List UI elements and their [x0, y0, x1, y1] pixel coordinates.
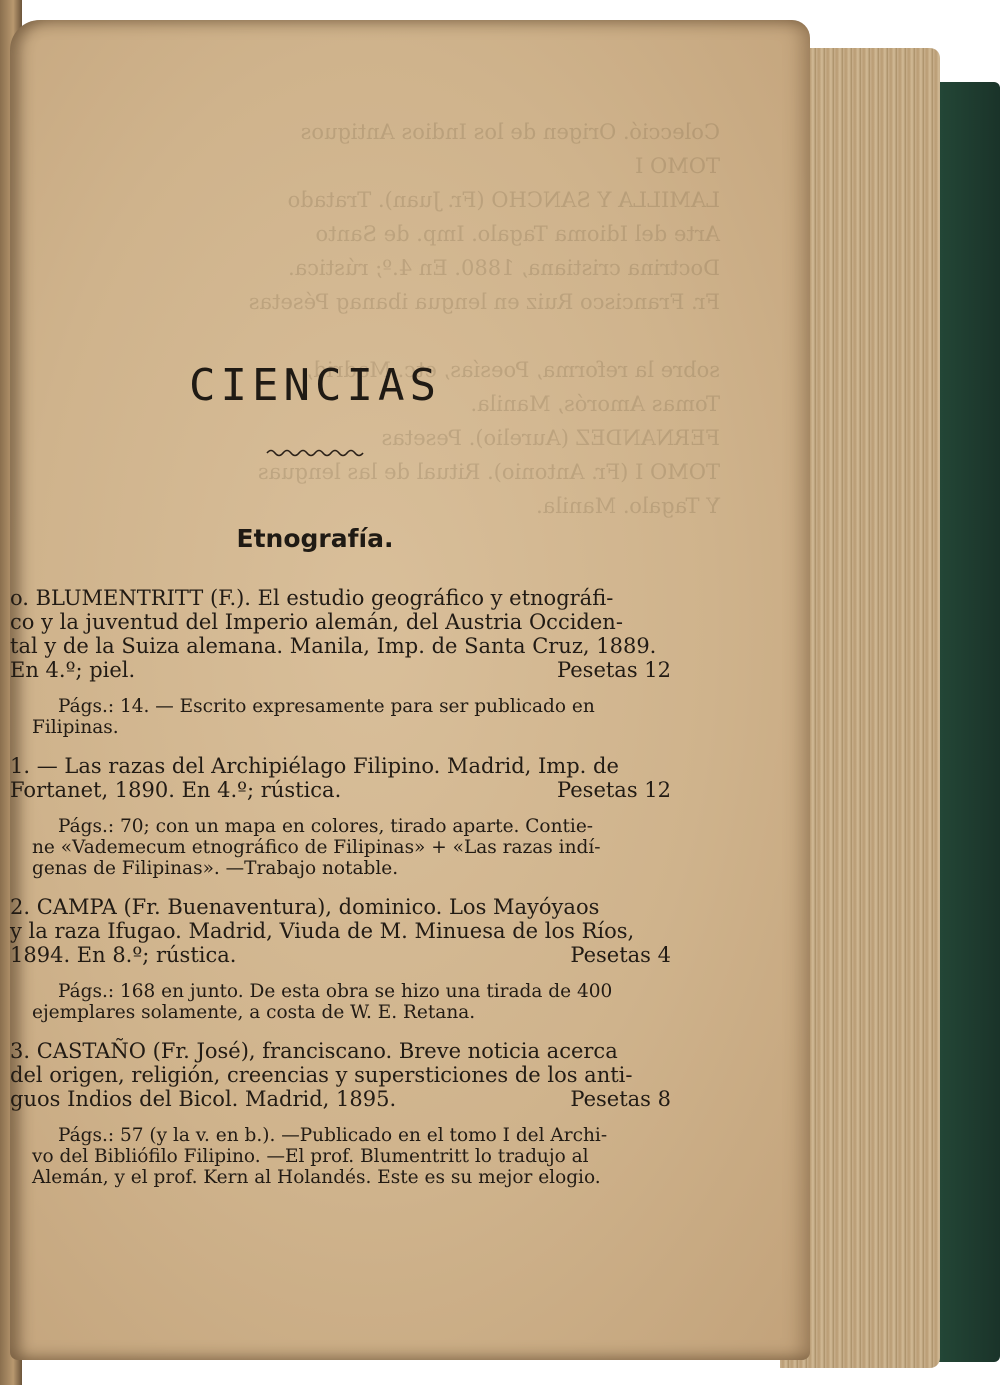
entry-line: 2. CAMPA (Fr. Buenaventura), dominico. Los Mayóyaos	[10, 895, 600, 919]
entry-price: Pesetas 12	[557, 778, 671, 802]
entry-last-line	[10, 1087, 675, 1111]
entry-note	[10, 816, 675, 879]
note-line: Págs.: 14. — Escrito expresamente para ser publicado en	[58, 696, 595, 717]
entry-line: y la raza Ifugao. Madrid, Viuda de M. Minuesa de los Ríos,	[10, 919, 635, 943]
note-line: ne «Vademecum etnográfico de Filipinas» + «Las razas indí-	[32, 837, 601, 858]
entry-note	[10, 981, 675, 1023]
bibliography-entry	[10, 586, 675, 738]
book-page	[10, 20, 810, 1360]
note-line: Filipinas.	[32, 717, 119, 738]
entry-last-line	[10, 778, 675, 802]
entry-line: tal y de la Suiza alemana. Manila, Imp. de Santa Cruz, 1889.	[10, 634, 657, 658]
entry-last-line	[10, 658, 675, 682]
bibliography-entry	[10, 1039, 675, 1188]
entry-format: 1894. En 8.º; rústica.	[10, 943, 237, 967]
entry-price: Pesetas 12	[557, 658, 671, 682]
entry-format: En 4.º; piel.	[10, 658, 136, 682]
entry-line: 1. — Las razas del Archipiélago Filipino. Madrid, Imp. de	[10, 754, 619, 778]
note-line: vo del Bibliófilo Filipino. —El prof. Blumentritt lo tradujo al	[32, 1146, 589, 1167]
section-heading: CIENCIAS	[189, 360, 441, 411]
entry-line: o. BLUMENTRITT (F.). El estudio geográfico y etnográfi-	[10, 586, 614, 610]
entry-line: co y la juventud del Imperio alemán, del Austria Occiden-	[10, 610, 623, 634]
note-line: Alemán, y el prof. Kern al Holandés. Este es su mejor elogio.	[32, 1167, 601, 1188]
entry-note	[10, 696, 675, 738]
bibliography-entry	[10, 895, 675, 1023]
wavy-ornament	[265, 446, 365, 460]
entry-last-line	[10, 943, 675, 967]
entry-format: Fortanet, 1890. En 4.º; rústica.	[10, 778, 342, 802]
note-line: ejemplares solamente, a costa de W. E. Retana.	[32, 1002, 476, 1023]
bibliography-entry	[10, 754, 675, 879]
entry-line: del origen, religión, creencias y supersticiones de los anti-	[10, 1063, 633, 1087]
entry-line: 3. CASTAÑO (Fr. José), franciscano. Breve noticia acerca	[10, 1039, 618, 1063]
note-line: Págs.: 70; con un mapa en colores, tirado aparte. Contie-	[58, 816, 594, 837]
entry-list	[10, 586, 675, 1204]
note-line: genas de Filipinas». —Trabajo notable.	[32, 858, 399, 879]
note-line: Págs.: 57 (y la v. en b.). —Publicado en el tomo I del Archi-	[58, 1125, 608, 1146]
bleed-through-text: Colecció. Origen de los Indios Antiguos TOMO I LAMILLA Y SANCHO (Fr. Juan). Tratado Arte del Idioma Tagalo. Imp. de Santo Doctrina cristiana, 1880. En 4.º; rústica. Fr. Francisco Ruiz en lengua ibanag Pésetas sobre la reforma, Poesías, etc. Madrid, Tomas Amorós, Manila. FERNANDEZ (Aurelio). Pesetas TOMO I (Fr. Antonio). Ritual de las lenguas Y Tagalo. Manila.	[248, 120, 720, 518]
section-subheading: Etnografía.	[236, 524, 394, 553]
note-line: Págs.: 168 en junto. De esta obra se hizo una tirada de 400	[58, 981, 613, 1002]
entry-format: guos Indios del Bicol. Madrid, 1895.	[10, 1087, 397, 1111]
entry-note	[10, 1125, 675, 1188]
entry-price: Pesetas 8	[570, 1087, 671, 1111]
entry-price: Pesetas 4	[570, 943, 671, 967]
